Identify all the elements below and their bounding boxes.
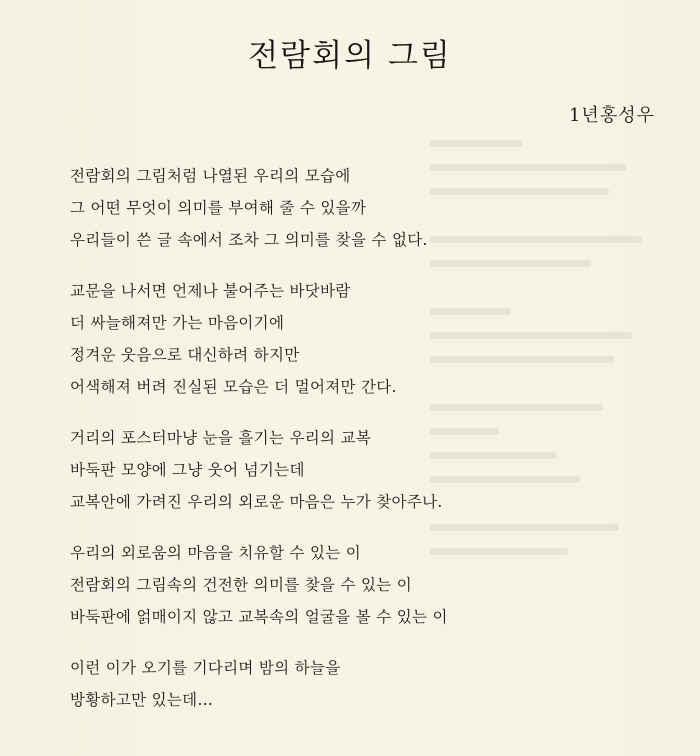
poem-line: 바둑판 모양에 그냥 웃어 넘기는데 [70, 461, 305, 479]
poem-line: 정겨운 웃음으로 대신하려 하지만 [70, 346, 300, 364]
stanza [70, 652, 670, 716]
poem-line: 그 어떤 무엇이 의미를 부여해 줄 수 있을까 [70, 199, 367, 217]
poem-line: 어색해져 버려 진실된 모습은 더 멀어져만 간다. [70, 378, 397, 396]
poem-body [70, 160, 670, 735]
poem-author: 1년홍성우 [568, 105, 655, 126]
stanza [70, 275, 670, 403]
poem-title: 전람회의 그림 [248, 38, 452, 74]
poem-line: 전람회의 그림속의 건전한 의미를 찾을 수 있는 이 [70, 576, 413, 594]
stanza [70, 160, 670, 256]
stanza [70, 537, 670, 633]
poem-line: 우리의 외로움의 마음을 치유할 수 있는 이 [70, 544, 362, 562]
stanza [70, 422, 670, 518]
poem-line: 교문을 나서면 언제나 불어주는 바닷바람 [70, 282, 351, 300]
poem-line: 더 싸늘해져만 가는 마음이기에 [70, 314, 285, 332]
poem-line: 이런 이가 오기를 기다리며 밤의 하늘을 [70, 659, 341, 677]
poem-line: 전람회의 그림처럼 나열된 우리의 모습에 [70, 167, 351, 185]
poem-line: 교복안에 가려진 우리의 외로운 마음은 누가 찾아주나. [70, 493, 443, 511]
poem-line: 거리의 포스터마냥 눈을 흘기는 우리의 교복 [70, 429, 372, 447]
poem-line: 우리들이 쓴 글 속에서 조차 그 의미를 찾을 수 없다. [70, 231, 428, 249]
poem-line: 방황하고만 있는데… [70, 691, 214, 709]
poem-line: 바둑판에 얽매이지 않고 교복속의 얼굴을 볼 수 있는 이 [70, 608, 448, 626]
